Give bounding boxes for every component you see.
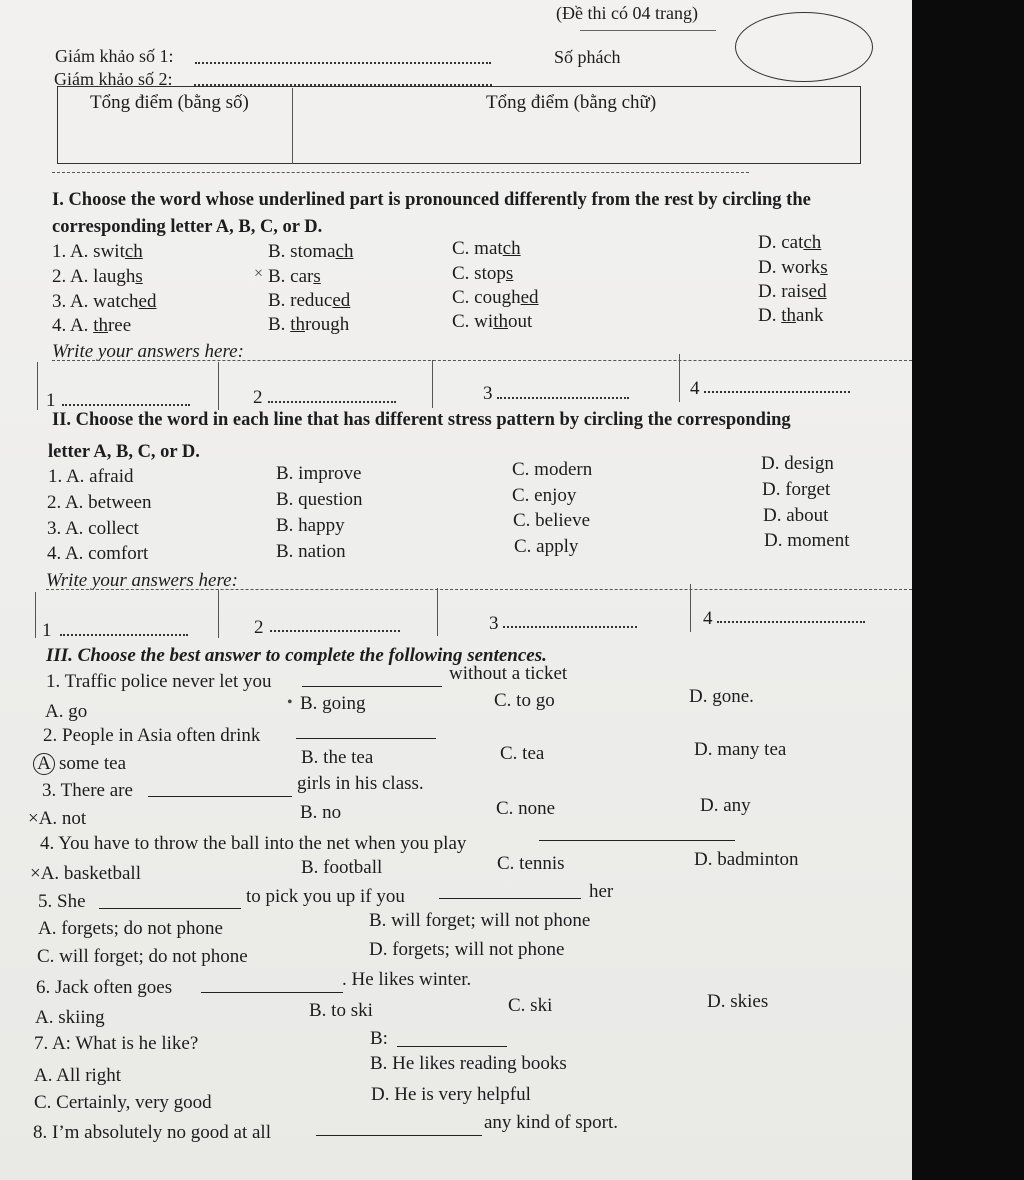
- s3-q1-a: A. go: [45, 701, 88, 722]
- s2-slot-3-label: 3: [489, 613, 499, 634]
- s2-slot-4-label: 4: [703, 608, 713, 629]
- s3-q5-a: A. forgets; do not phone: [38, 918, 223, 939]
- s2-q4-a: 4. A. comfort: [47, 543, 149, 564]
- s1-q1-c: C. match: [452, 238, 521, 259]
- s3-q8-stem-end: any kind of sport.: [484, 1112, 619, 1133]
- s2-slot-2-label: 2: [254, 617, 264, 638]
- examiner-1-label: Giám khảo số 1:: [55, 46, 174, 66]
- s2-q1-b: B. improve: [276, 463, 362, 484]
- s1-write-label: Write your answers here:: [52, 341, 244, 362]
- s2-q3-a: 3. A. collect: [47, 518, 139, 539]
- s3-q5-stem-end: her: [589, 881, 614, 902]
- s2-answer-divider-1: [218, 590, 219, 638]
- examiner-1-field[interactable]: [195, 62, 491, 64]
- s3-q1-c: C. to go: [494, 690, 555, 711]
- s1-q3-a: 3. A. watched: [52, 291, 157, 312]
- s3-q2-blank[interactable]: [296, 738, 436, 739]
- s3-q3-c: C. none: [496, 798, 556, 819]
- s3-q4-blank[interactable]: [539, 840, 735, 841]
- s1-q1-a: 1. A. switch: [52, 241, 143, 262]
- s3-q6-stem: 6. Jack often goes: [36, 977, 173, 998]
- s1-slot-1-label: 1: [46, 390, 56, 411]
- s1-q3-c: C. coughed: [452, 287, 539, 308]
- header-separator: [52, 172, 749, 173]
- s3-q6-stem-end: . He likes winter.: [342, 969, 472, 990]
- s3-q6-c: C. ski: [508, 995, 553, 1016]
- s1-answer-4-field[interactable]: [704, 391, 850, 393]
- s3-q4-a: ×A. basketball: [30, 863, 141, 884]
- s3-q1-stem-end: without a ticket: [449, 663, 568, 684]
- s3-q4-c: C. tennis: [497, 853, 565, 874]
- s1-q4-c: C. without: [452, 311, 533, 332]
- s1-answer-border: [37, 362, 38, 410]
- so-phach-label: Số phách: [554, 47, 621, 67]
- s3-q5-b: B. will forget; will not phone: [369, 910, 591, 931]
- s3-q6-b: B. to ski: [309, 1000, 373, 1021]
- section-2-heading-cont: letter A, B, C, or D.: [48, 442, 200, 462]
- s3-q5-stem-mid: to pick you up if you: [246, 886, 405, 907]
- s3-q2-a: A some tea: [33, 753, 126, 775]
- seal-oval: [735, 12, 873, 82]
- s3-q2-b: B. the tea: [301, 747, 374, 768]
- page-count-note: (Đề thi có 04 trang): [556, 3, 698, 23]
- s3-q5-c: C. will forget; do not phone: [37, 946, 248, 967]
- s1-q4-a: 4. A. three: [52, 315, 132, 336]
- s2-q2-c: C. enjoy: [512, 485, 577, 506]
- score-words-label: Tổng điểm (bằng chữ): [486, 92, 657, 113]
- s1-q2-c: C. stops: [452, 263, 514, 284]
- s2-slot-1-label: 1: [42, 620, 52, 641]
- s2-answer-4-field[interactable]: [717, 621, 865, 623]
- section-1-heading: I. Choose the word whose underlined part is pronounced differently from the rest by circling the: [52, 190, 811, 210]
- s1-answer-1-field[interactable]: [62, 404, 190, 406]
- s3-q1-stem: 1. Traffic police never let you: [46, 671, 272, 692]
- s2-q1-d: D. design: [761, 453, 834, 474]
- s3-q2-stem: 2. People in Asia often drink: [43, 725, 261, 746]
- s1-answer-divider-1: [218, 362, 219, 410]
- s1-q3-d: D. raised: [758, 281, 827, 302]
- s1-answer-divider-2: [432, 360, 433, 408]
- s1-slot-2-label: 2: [253, 387, 263, 408]
- s3-q7-blank[interactable]: [397, 1046, 507, 1047]
- section-2-heading: II. Choose the word in each line that has different stress pattern by circling the corresponding: [52, 410, 791, 430]
- s3-q5-blank-1[interactable]: [99, 908, 241, 909]
- circled-answer-a: A: [33, 753, 55, 775]
- s2-answer-2-field[interactable]: [270, 630, 400, 632]
- s3-q6-d: D. skies: [707, 991, 769, 1012]
- s2-q4-d: D. moment: [764, 530, 850, 551]
- s3-q7-d: D. He is very helpful: [371, 1084, 531, 1105]
- s1-q1-d: D. catch: [758, 232, 822, 253]
- s3-q7-stem: 7. A: What is he like?: [34, 1033, 199, 1054]
- s2-answer-divider-3: [690, 584, 691, 632]
- s2-answer-border: [35, 592, 36, 638]
- s2-answer-divider-2: [437, 588, 438, 636]
- s3-q6-blank[interactable]: [201, 992, 343, 993]
- s3-q3-blank[interactable]: [148, 796, 292, 797]
- s2-q1-a: 1. A. afraid: [48, 466, 134, 487]
- s1-q1-b: B. stomach: [268, 241, 354, 262]
- s1-q2-a: 2. A. laughs: [52, 266, 143, 287]
- s1-answer-top-rule: [52, 360, 912, 361]
- s3-q6-a: A. skiing: [35, 1007, 105, 1028]
- s3-q3-b: B. no: [300, 802, 342, 823]
- s1-answer-divider-3: [679, 354, 680, 402]
- s3-q4-d: D. badminton: [694, 849, 799, 870]
- s2-q4-c: C. apply: [514, 536, 579, 557]
- s3-q7-b: B. He likes reading books: [370, 1053, 567, 1074]
- s3-q5-blank-2[interactable]: [439, 898, 581, 899]
- s3-q7-a: A. All right: [34, 1065, 122, 1086]
- s3-q1-d: D. gone.: [689, 686, 754, 707]
- s2-answer-top-rule: [46, 589, 912, 590]
- s1-slot-3-label: 3: [483, 383, 493, 404]
- pencil-dot-icon: •: [287, 694, 293, 711]
- score-number-label: Tổng điểm (bằng số): [90, 92, 249, 113]
- s2-q1-c: C. modern: [512, 459, 593, 480]
- section-3-heading: III. Choose the best answer to complete the following sentences.: [46, 645, 547, 666]
- s3-q3-stem-end: girls in his class.: [297, 773, 424, 794]
- s3-q8-stem: 8. I’m absolutely no good at all: [33, 1122, 271, 1143]
- s1-q4-b: B. through: [268, 314, 350, 335]
- s3-q2-d: D. many tea: [694, 739, 787, 760]
- s1-q2-b: B. cars: [268, 266, 321, 287]
- s3-q3-stem: 3. There are: [42, 780, 133, 801]
- examiner-2-label: Giám khảo số 2:: [54, 69, 173, 89]
- s3-q4-stem: 4. You have to throw the ball into the net when you play: [40, 833, 467, 854]
- s2-q3-c: C. believe: [513, 510, 591, 531]
- s2-q4-b: B. nation: [276, 541, 346, 562]
- s1-q3-b: B. reduced: [268, 290, 351, 311]
- s3-q7-b-speaker: B:: [370, 1028, 388, 1049]
- s2-q2-a: 2. A. between: [47, 492, 152, 513]
- s3-q7-c: C. Certainly, very good: [34, 1092, 212, 1113]
- s1-q2-d: D. works: [758, 257, 828, 278]
- s3-q1-b: B. going: [300, 693, 366, 714]
- s3-q5-d: D. forgets; will not phone: [369, 939, 565, 960]
- pencil-mark-icon: ×: [254, 265, 264, 282]
- s3-q8-blank[interactable]: [316, 1135, 482, 1136]
- s2-q2-d: D. forget: [762, 479, 831, 500]
- s2-answer-3-field[interactable]: [503, 626, 637, 628]
- section-1-heading-cont: corresponding letter A, B, C, or D.: [52, 217, 323, 237]
- s3-q4-b: B. football: [301, 857, 383, 878]
- s2-answer-1-field[interactable]: [60, 634, 188, 636]
- s2-q3-b: B. happy: [276, 515, 345, 536]
- s1-answer-3-field[interactable]: [497, 397, 629, 399]
- s3-q1-blank[interactable]: [302, 686, 442, 687]
- s1-answer-2-field[interactable]: [268, 401, 396, 403]
- s3-q3-a: ×A. not: [28, 808, 87, 829]
- s2-write-label: Write your answers here:: [46, 570, 238, 591]
- s3-q5-stem: 5. She: [38, 891, 86, 912]
- s1-q4-d: D. thank: [758, 305, 824, 326]
- s1-slot-4-label: 4: [690, 378, 700, 399]
- s3-q2-c: C. tea: [500, 743, 545, 764]
- s2-q3-d: D. about: [763, 505, 829, 526]
- score-table-divider: [292, 88, 293, 164]
- s2-q2-b: B. question: [276, 489, 363, 510]
- header-rule: [580, 30, 716, 31]
- s3-q3-d: D. any: [700, 795, 751, 816]
